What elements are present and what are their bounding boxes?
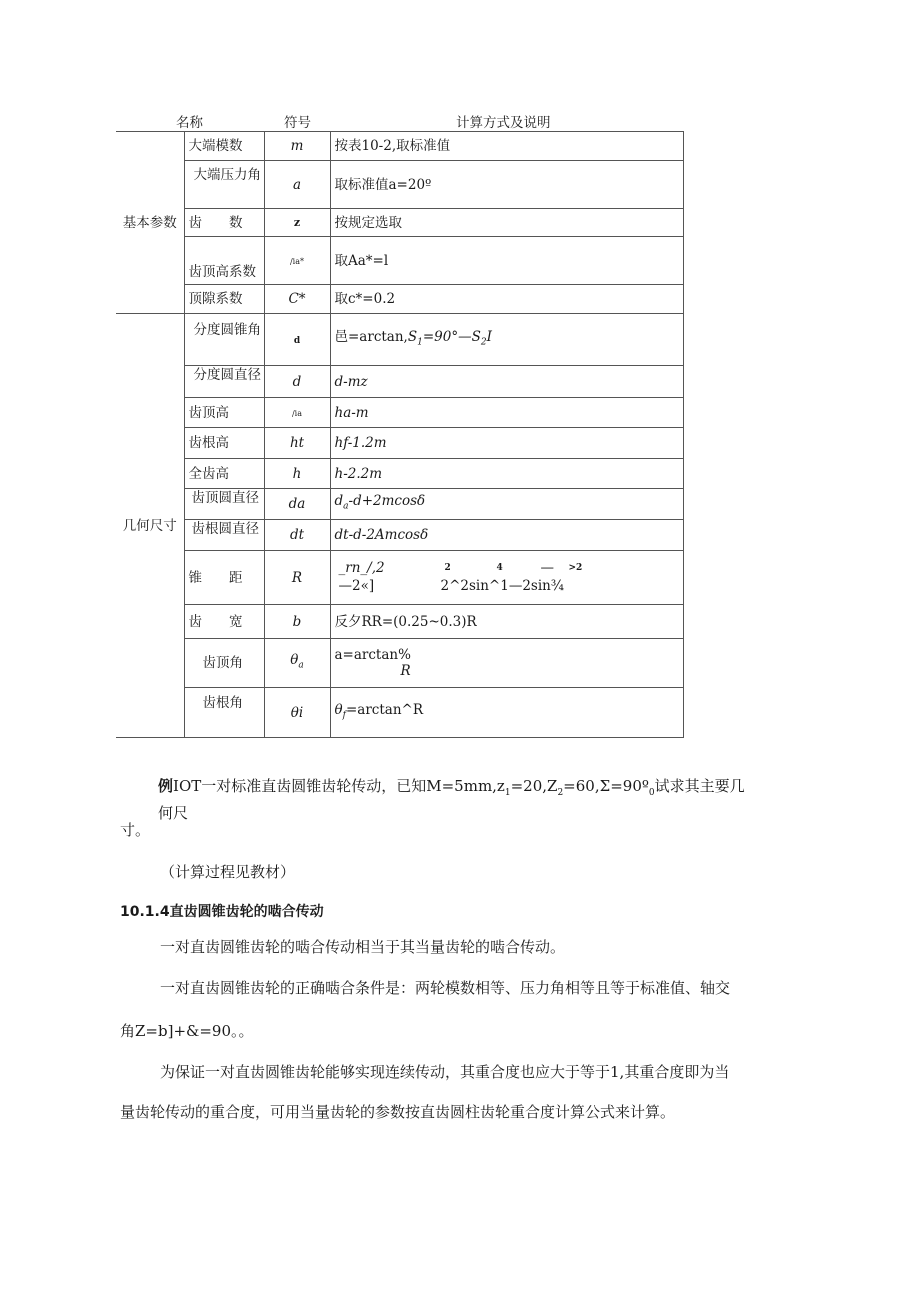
table-row [116, 688, 683, 738]
row-name: 锥 距 [184, 551, 264, 605]
header-symbol: 符号 [284, 115, 311, 131]
row-name: 全齿高 [184, 459, 264, 489]
row-name: 齿根角 [184, 688, 264, 738]
row-symbol: ht [264, 428, 330, 459]
table-row [116, 161, 683, 209]
row-description: $d_a-d+2mcos\delta$ [330, 489, 683, 520]
table-row [116, 398, 683, 428]
row-symbol: da [264, 489, 330, 520]
row-description: a=arctan% R [330, 639, 683, 688]
table-row [116, 639, 683, 688]
table-row [116, 366, 683, 398]
row-symbol: b [264, 605, 330, 639]
row-name: 齿 宽 [184, 605, 264, 639]
row-symbol: /ia* [289, 256, 305, 266]
table-row [116, 132, 683, 161]
paragraph-3-line-2: 量齿轮传动的重合度，可用当量齿轮的参数按直齿圆柱齿轮重合度计算公式来计算。 [120, 1103, 676, 1121]
row-symbol: $\theta_a$ [264, 639, 330, 688]
example-line-1: 例IOT一对标准直齿圆锥齿轮传动，已知$M=5mm,z_1=20,Z_2=60,\Sigma=90º_0$试求其主要几何尺 [158, 777, 745, 822]
row-symbol: θi [264, 688, 330, 738]
row-name: 齿顶高系数 [184, 237, 264, 285]
row-description: 取标准值a=20º [330, 161, 683, 209]
row-symbol: a [264, 161, 330, 209]
row-description: 按规定选取 [330, 209, 683, 237]
row-name: 齿顶圆直径 [184, 489, 264, 520]
row-description: ha-m [330, 398, 683, 428]
row-description: 邑$=\arctan,S_1=90^\circ—S_2I$ [330, 314, 683, 366]
row-description: dt-d-2Amcosδ [330, 520, 683, 551]
row-symbol: R [264, 551, 330, 605]
header-name: 名称 [176, 115, 203, 131]
row-symbol: z [264, 209, 330, 237]
row-name: 分度圆直径 [184, 366, 264, 398]
row-symbol: d [264, 366, 330, 398]
paragraph-1: 一对直齿圆锥齿轮的啮合传动相当于其当量齿轮的啮合传动。 [160, 938, 566, 956]
gear-parameter-table [116, 131, 684, 738]
row-symbol: h [264, 459, 330, 489]
row-symbol: d [293, 335, 301, 346]
table-row [116, 520, 683, 551]
row-symbol: m [264, 132, 330, 161]
table-row [116, 285, 683, 314]
row-name: 齿 数 [184, 209, 264, 237]
row-name: 齿顶高 [184, 398, 264, 428]
table-row [116, 605, 683, 639]
paragraph-3-line-1: 为保证一对直齿圆锥齿轮能够实现连续传动，其重合度也应大于等于1,其重合度即为当 [160, 1063, 730, 1081]
row-description: d-mz [330, 366, 683, 398]
table-row [116, 459, 683, 489]
example-note: （计算过程见教材） [160, 863, 296, 881]
table-row [116, 489, 683, 520]
paragraph-2-line-1: 一对直齿圆锥齿轮的正确啮合条件是：两轮模数相等、压力角相等且等于标准值、轴交 [160, 979, 731, 997]
row-description: h-2.2m [330, 459, 683, 489]
table-row [116, 314, 683, 366]
row-symbol: /ia [291, 408, 303, 418]
header-description: 计算方式及说明 [456, 115, 551, 131]
paragraph-2-line-2: 角Z=b]+&=90。。 [120, 1022, 254, 1040]
table-row [116, 209, 683, 237]
row-description: 按表10-2,取标准值 [330, 132, 683, 161]
group-geometry: 几何尺寸 [116, 314, 184, 738]
row-description: _rn_/,2 —2«] 2 4 — >2 2^2sin^1—2sin¾ [330, 551, 683, 605]
row-name: 齿根圆直径 [184, 520, 264, 551]
table-row [116, 551, 683, 605]
group-basic-parameters: 基本参数 [116, 132, 184, 314]
row-name: 齿顶角 [184, 639, 264, 688]
row-symbol: C* [264, 285, 330, 314]
row-name: 顶隙系数 [184, 285, 264, 314]
row-description: 反夕RR=(0.25~0.3)R [330, 605, 683, 639]
row-symbol: dt [264, 520, 330, 551]
row-name: 大端压力角 [184, 161, 264, 209]
row-description: 取c*=0.2 [330, 285, 683, 314]
row-description: hf-1.2m [330, 428, 683, 459]
table-row [116, 237, 683, 285]
row-description: $\theta_f=\arctan\^{}R$ [330, 688, 683, 738]
row-name: 大端模数 [184, 132, 264, 161]
row-name: 齿根高 [184, 428, 264, 459]
table-row [116, 428, 683, 459]
example-line-2: 寸。 [120, 821, 151, 839]
row-name: 分度圆锥角 [184, 314, 264, 366]
row-description: 取Aa*=l [330, 237, 683, 285]
section-title: 10.1.4直齿圆锥齿轮的啮合传动 [120, 904, 324, 920]
